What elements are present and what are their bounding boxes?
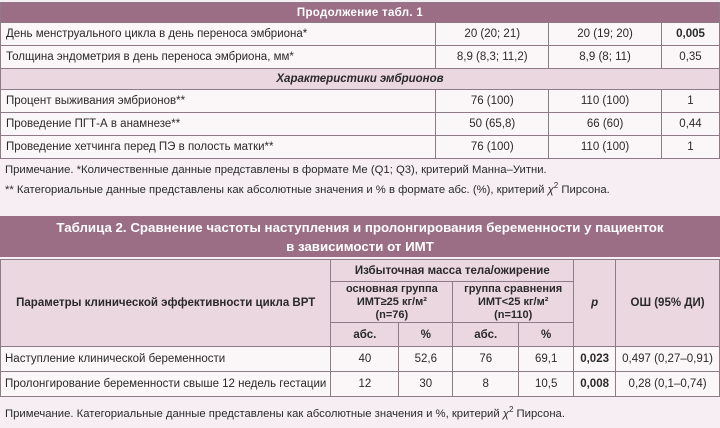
p-value: 0,005 xyxy=(662,23,720,46)
title-line-1: Таблица 2. Сравнение частоты наступления и пролонгирования беременности у пациенток xyxy=(56,220,664,235)
p-value: 0,008 xyxy=(574,372,616,397)
comparison-abs: 76 xyxy=(453,347,519,372)
abs-header: абс. xyxy=(331,323,399,347)
main-group-value: 76 (100) xyxy=(436,90,549,113)
odds-ratio: 0,497 (0,27–0,91) xyxy=(616,347,720,372)
comparison-group-value: 20 (19; 20) xyxy=(549,23,662,46)
p-value: 0,023 xyxy=(574,347,616,372)
table-1-continuation xyxy=(0,2,720,159)
pct-header: % xyxy=(519,323,574,347)
table-2 xyxy=(0,259,720,397)
abs-header: абс. xyxy=(453,323,519,347)
main-pct: 30 xyxy=(399,372,453,397)
row-label: Проведение ПГТ-А в анамнезе** xyxy=(1,113,436,136)
note-line-2: ** Категориальные данные представлены как абсолютные значения и % в формате абс. (%), критерий $\chi^2$ Пирсона. xyxy=(5,181,610,196)
comparison-group-header: группа сравнения ИМТ<25 кг/м² (n=110) xyxy=(453,282,574,323)
table-row xyxy=(1,23,720,46)
group-header: Избыточная масса тела/ожирение xyxy=(331,260,574,282)
comparison-pct: 10,5 xyxy=(519,372,574,397)
table-caption: Продолжение табл. 1 xyxy=(1,3,720,23)
table-1-note xyxy=(5,163,717,198)
main-group-value: 76 (100) xyxy=(436,136,549,159)
comparison-abs: 8 xyxy=(453,372,519,397)
table-row xyxy=(1,90,720,113)
main-group-value: 50 (65,8) xyxy=(436,113,549,136)
column-header-or: ОШ (95% ДИ) xyxy=(616,260,720,347)
row-label: День менструального цикла в день переноса эмбриона* xyxy=(1,23,436,46)
odds-ratio: 0,28 (0,1–0,74) xyxy=(616,372,720,397)
main-abs: 12 xyxy=(331,372,399,397)
table-row xyxy=(1,347,720,372)
main-group-value: 20 (20; 21) xyxy=(436,23,549,46)
table-row xyxy=(1,136,720,159)
row-label: Процент выживания эмбрионов** xyxy=(1,90,436,113)
row-label: Наступление клинической беременности xyxy=(1,347,331,372)
p-value: 1 xyxy=(662,136,720,159)
p-value: 1 xyxy=(662,90,720,113)
table-caption-row xyxy=(1,3,720,23)
row-label: Пролонгирование беременности свыше 12 недель гестации xyxy=(1,372,331,397)
main-abs: 40 xyxy=(331,347,399,372)
note-line-1: Примечание. *Количественные данные представлены в формате Me (Q1; Q3), критерий Манна–Уитни. xyxy=(5,164,547,176)
comparison-group-value: 110 (100) xyxy=(549,136,662,159)
comparison-group-value: 66 (60) xyxy=(549,113,662,136)
comparison-group-value: 110 (100) xyxy=(549,90,662,113)
row-label: Толщина эндометрия в день переноса эмбриона, мм* xyxy=(1,46,436,69)
p-value: 0,44 xyxy=(662,113,720,136)
row-label: Проведение хетчинга перед ПЭ в полость матки** xyxy=(1,136,436,159)
title-line-2: в зависимости от ИМТ xyxy=(286,239,434,254)
section-header: Характеристики эмбрионов xyxy=(1,69,720,90)
main-pct: 52,6 xyxy=(399,347,453,372)
header-row xyxy=(1,260,720,282)
comparison-group-value: 8,9 (8; 11) xyxy=(549,46,662,69)
table-2-note: Примечание. Категориальные данные представлены как абсолютные значения и %, критерий $\chi^2$ Пирсона. xyxy=(5,405,565,420)
main-group-value: 8,9 (8,3; 11,2) xyxy=(436,46,549,69)
column-header-p: p xyxy=(574,260,616,347)
table-row xyxy=(1,46,720,69)
section-header-row xyxy=(1,69,720,90)
table-row xyxy=(1,372,720,397)
table-row xyxy=(1,113,720,136)
p-value: 0,35 xyxy=(662,46,720,69)
pct-header: % xyxy=(399,323,453,347)
comparison-pct: 69,1 xyxy=(519,347,574,372)
main-group-header: основная группа ИМТ≥25 кг/м² (n=76) xyxy=(331,282,453,323)
column-header-parameters: Параметры клинической эффективности цикла ВРТ xyxy=(1,260,331,347)
table-2-title xyxy=(0,216,720,257)
